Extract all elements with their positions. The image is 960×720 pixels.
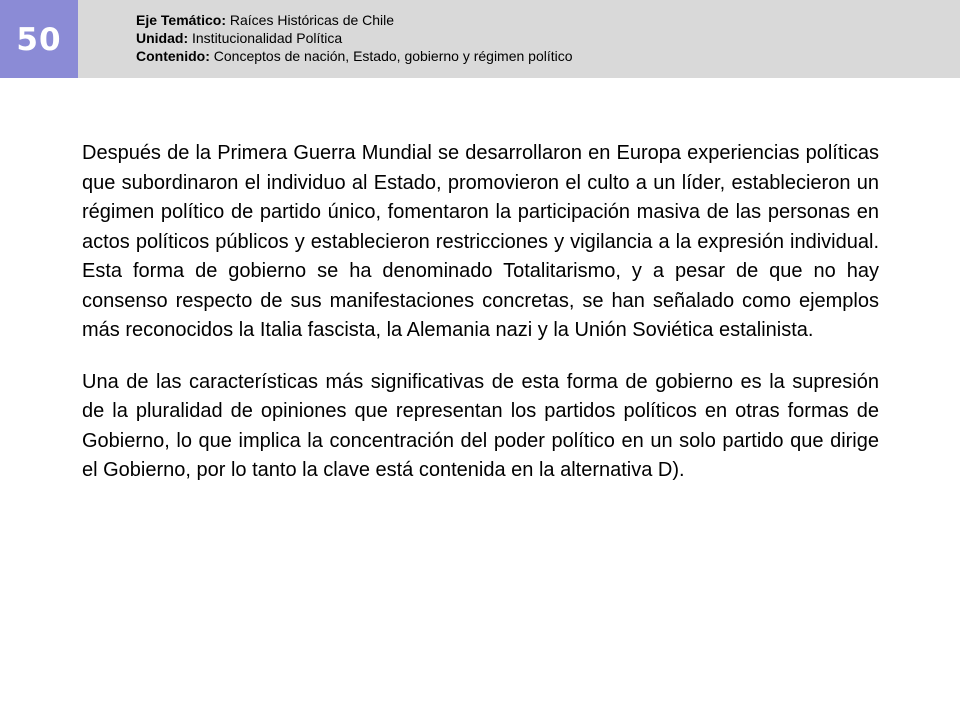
eje-tematico-value: Raíces Históricas de Chile (229, 12, 395, 28)
main-content (82, 139, 879, 508)
eje-tematico-line (136, 11, 936, 29)
body-paragraph-1: Después de la Primera Guerra Mundial se desarrollaron en Europa experiencias políticas que subordinaron el individuo al Estado, promovieron el culto a un líder, establecieron un régimen político de partido único, fomentaron la participación masiva de las personas en actos políticos públicos y establecieron restricciones y vigilancia a la expresión individual. Esta forma de gobierno se ha denominado Totalitarismo, y a pesar de que no hay consenso respecto de sus manifestaciones concretas, se han señalado como ejemplos más reconocidos la Italia fascista, la Alemania nazi y la Unión Soviética estalinista. (82, 142, 879, 341)
contenido-line (136, 47, 936, 65)
header-band (0, 0, 960, 78)
header-meta (136, 11, 936, 65)
contenido-label: Contenido: (136, 48, 210, 64)
unidad-label: Unidad: (136, 30, 189, 46)
slide-number: 50 (16, 22, 62, 58)
unidad-line (136, 29, 936, 47)
slide-number-box (0, 0, 78, 78)
contenido-value: Conceptos de nación, Estado, gobierno y régimen político (213, 48, 573, 64)
body-paragraph-2: Una de las características más significativas de esta forma de gobierno es la supresión de la pluralidad de opiniones que representan los partidos políticos en otras formas de Gobierno, lo que implica la concentración del poder político en un solo partido que dirige el Gobierno, por lo tanto la clave está contenida en la alternativa D). (82, 370, 879, 481)
unidad-value: Institucionalidad Política (192, 30, 343, 46)
eje-tematico-label: Eje Temático: (136, 12, 226, 28)
